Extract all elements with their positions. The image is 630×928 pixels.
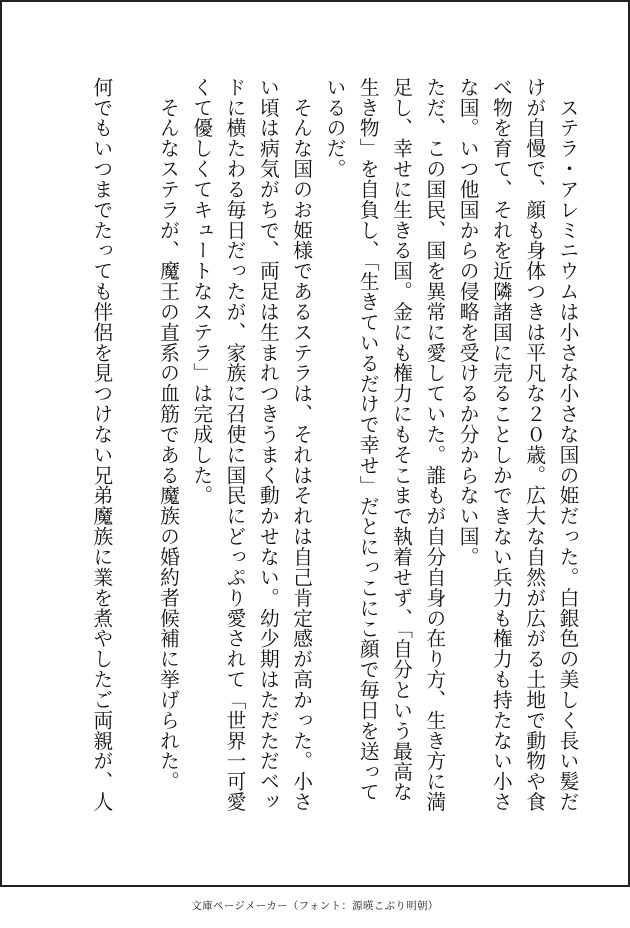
text-line: いるのだ。 bbox=[322, 77, 346, 180]
text-line: 生き物」を自負し、「生きているだけで幸せ」だとにっこにこ顔で毎日を送って bbox=[356, 77, 380, 803]
text-line: べ物を育て、それを近隣諸国に売ることしかできない兵力も権力も持たない小さ bbox=[489, 77, 513, 813]
text-line: な国。いつ他国からの侵略を受けるか分からない国。 bbox=[456, 77, 480, 568]
text-line: 何でもいつまでたっても伴侶を見つけない兄弟魔族に業を煮やしたご両親が、人 bbox=[89, 77, 113, 813]
text-line: そんな国のお姫様であるステラは、それはそれは自己肯定感が高かった。小さ bbox=[289, 77, 313, 813]
footer-caption: 文庫ページメーカー（フォント：源暎こぶり明朝） bbox=[191, 900, 439, 912]
text-line: い頃は病気がちで、両足は生まれつきうまく動かせない。幼少期はただただベッ bbox=[256, 77, 280, 813]
text-line: くて優しくてキュートなステラ」は完成した。 bbox=[189, 77, 213, 506]
text-line: けが自慢で、顔も身体つきは平凡な２０歳。広大な自然が広がる土地で動物や食 bbox=[522, 77, 546, 813]
blank-line bbox=[118, 77, 151, 792]
text-line: そんなステラが、魔王の直系の血筋である魔族の婚約者候補に挙げられた。 bbox=[156, 77, 180, 792]
text-line: ステラ・アレミニウムは小さな小さな国の姫だった。白銀色の美しく長い髪だ bbox=[556, 77, 579, 813]
text-line: ドに横たわる毎日だったが、家族に召使に国民にどっぷり愛されて「世界一可愛 bbox=[223, 77, 247, 813]
text-line: 足し、幸せに生きる国。金にも権力にもそこまで執着せず、「自分という最高な bbox=[389, 77, 413, 803]
vertical-text-body bbox=[85, 77, 584, 813]
text-line: ただ、この国民、国を異常に愛していた。誰もが自分自身の在り方、生き方に満 bbox=[422, 77, 446, 813]
